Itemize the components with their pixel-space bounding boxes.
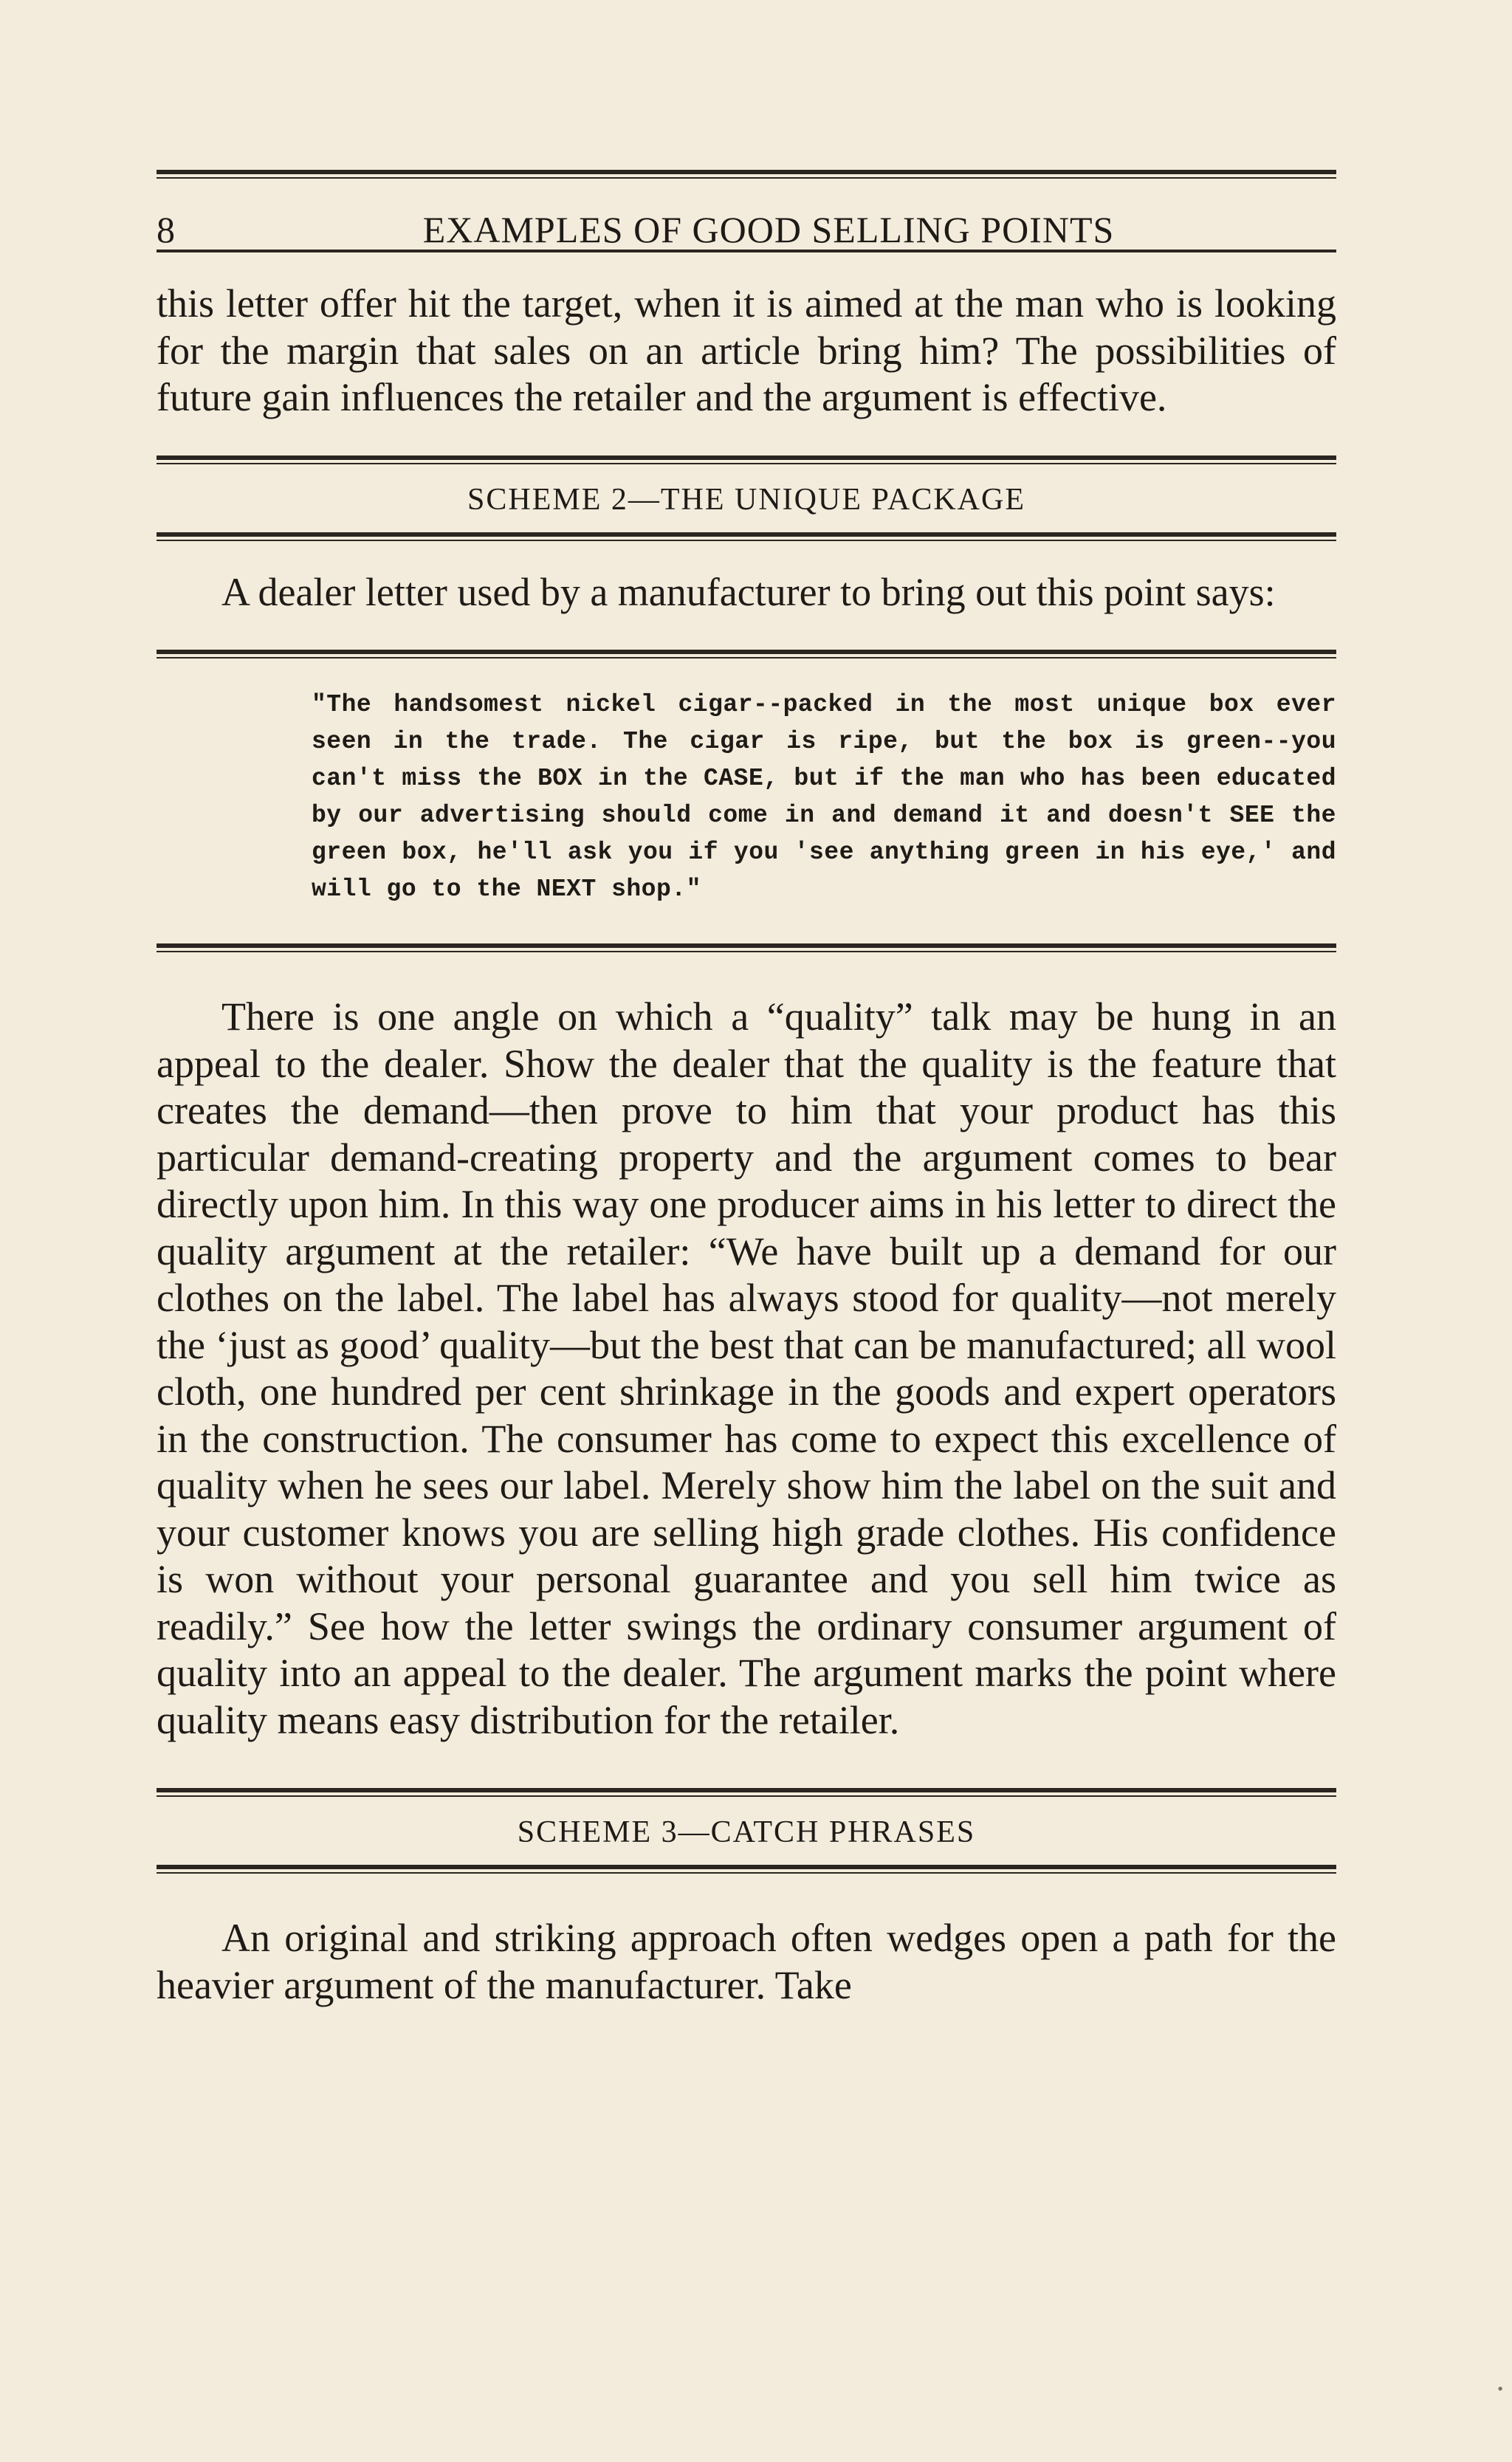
scheme-2-heading: SCHEME 2—THE UNIQUE PACKAGE	[467, 482, 1025, 517]
paragraph-quality-argument: There is one angle on which a “quality” talk may be hung in an appeal to the dealer. Show the dealer that the quality is the feature that creates the demand—then prove to him that your product has this particular demand-creating property and the argument comes to bear directly upon him. In this way one producer aims in his letter to direct the quality argument at the retailer: “We have built up a demand for our clothes on the label. The label has always stood for quality—not merely the ‘just as good’ quality—but the best that can be manufactured; all wool cloth, one hundred per cent shrinkage in the goods and expert operators in the construction. The consumer has come to expect this excellence of quality when he sees our label. Merely show him the label on the suit and your customer knows you are selling high grade clothes. His confidence is won without your personal guarantee and you sell him twice as readily.” See how the letter swings the ordinary consumer argument of quality into an appeal to the dealer. The argument marks the point where quality means easy distribution for the retailer.	[157, 994, 1336, 1742]
quote-bottom-rule	[157, 943, 1336, 952]
top-rule	[157, 170, 1336, 179]
scheme-3-bottom-rule	[157, 1865, 1336, 1874]
running-title: EXAMPLES OF GOOD SELLING POINTS	[422, 209, 1115, 250]
corner-mark: •	[1497, 2379, 1503, 2398]
quote-top-rule	[157, 650, 1336, 659]
paragraph-dealer-letter-intro: A dealer letter used by a manufacturer to bring out this point says:	[221, 569, 1276, 614]
running-head	[157, 179, 1336, 250]
paragraph-catch-phrases: An original and striking approach often wedges open a path for the heavier argument of the manufacturer. Take	[157, 1916, 1336, 2007]
scheme-3-heading: SCHEME 3—CATCH PHRASES	[517, 1815, 976, 1849]
page-number: 8	[157, 209, 176, 250]
scheme-3-top-rule	[157, 1788, 1336, 1797]
scheme-2-bottom-rule	[157, 532, 1336, 541]
book-page	[157, 170, 1336, 2009]
scheme-2-top-rule	[157, 455, 1336, 464]
typewritten-quote: "The handsomest nickel cigar--packed in the most unique box ever seen in the trade. The cigar is ripe, but the box is green--you can't miss the BOX in the CASE, but if the man who has been educated by our advertising should come in and demand it and doesn't SEE the green box, he'll ask you if you 'see anything green in his eye,' and will go to the NEXT shop."	[312, 691, 1336, 903]
paragraph-continuation: this letter offer hit the target, when it is aimed at the man who is looking for the margin that sales on an article bring him? The possibilities of future gain influences the retailer and the argument is effective.	[157, 281, 1336, 419]
